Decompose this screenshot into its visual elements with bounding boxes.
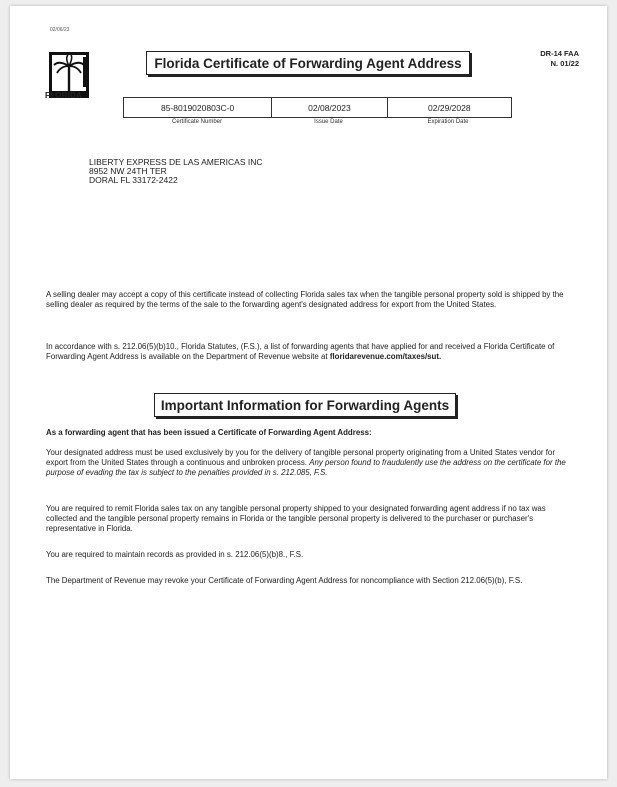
expiration-date-caption: Expiration Date [427, 119, 469, 125]
document-title: Florida Certificate of Forwarding Agent Address [146, 51, 470, 75]
expiration-date: 02/29/2028 [428, 102, 471, 113]
info-paragraph-1-warning: Any person found to fraudulently use the address on the certificate for the purpose of evading the tax is subject to the penalties provided in s. 212.085, F.S. [46, 458, 566, 477]
certificate-number-caption: Certificate Number [171, 119, 222, 125]
mailing-address [89, 158, 263, 185]
dealer-paragraph: A selling dealer may accept a copy of this certificate instead of collecting Florida sales tax when the tangible personal property sold is shipped by the selling dealer as required by the terms of the sale to the forwarding agent's designated address for export from the United States. [46, 290, 564, 309]
certificate-number: 85-8019020803C-0 [124, 98, 272, 117]
form-number: DR-14 FAA [540, 49, 579, 58]
issue-date: 02/08/2023 [272, 98, 387, 117]
info-intro: As a forwarding agent that has been issued a Certificate of Forwarding Agent Address: [46, 428, 372, 437]
certificate-info-row [123, 97, 512, 118]
stamp-date: 02/06/23 [50, 27, 70, 33]
address-line-3: DORAL FL 33172-2422 [89, 175, 178, 185]
statute-text: In accordance with s. 212.06(5)(b)10., Florida Statutes, (F.S.), a list of forwarding agents that have applied for and received a Florida Certificate of Forwarding Agent Address is available on the Department of Revenue website at [46, 342, 555, 361]
form-revision: N. 01/22 [550, 59, 579, 68]
info-paragraph-1 [46, 448, 576, 478]
statute-paragraph [46, 342, 576, 362]
certificate-captions [123, 119, 510, 125]
info-paragraph-4: The Department of Revenue may revoke your Certificate of Forwarding Agent Address for noncompliance with Section 212.06(5)(b), F.S. [46, 576, 523, 585]
issue-date-caption: Issue Date [314, 119, 343, 125]
form-identifier [515, 49, 579, 69]
logo-text: FLORIDA [45, 91, 82, 100]
info-paragraph-2: You are required to remit Florida sales tax on any tangible personal property shipped to your designated forwarding agent address if no tax was collected and the tangible personal property remains in Florida or the tangible personal property is delivered to the purchaser or purchaser's representative in Florida. [46, 504, 546, 533]
info-paragraph-3: You are required to maintain records as provided in s. 212.06(5)(b)8., F.S. [46, 550, 304, 559]
section-heading: Important Information for Forwarding Agents [154, 393, 456, 417]
website-link[interactable]: floridarevenue.com/taxes/sut. [329, 352, 442, 361]
info-paragraph-1-text: Your designated address must be used exclusively by you for the delivery of tangible personal property originating from a United States vendor for export from the United States through a continuous and unbroken process. [46, 448, 555, 467]
address-line-1: LIBERTY EXPRESS DE LAS AMERICAS INC [89, 157, 263, 167]
document-page [10, 6, 607, 779]
address-line-2: 8952 NW 24TH TER [89, 166, 167, 176]
